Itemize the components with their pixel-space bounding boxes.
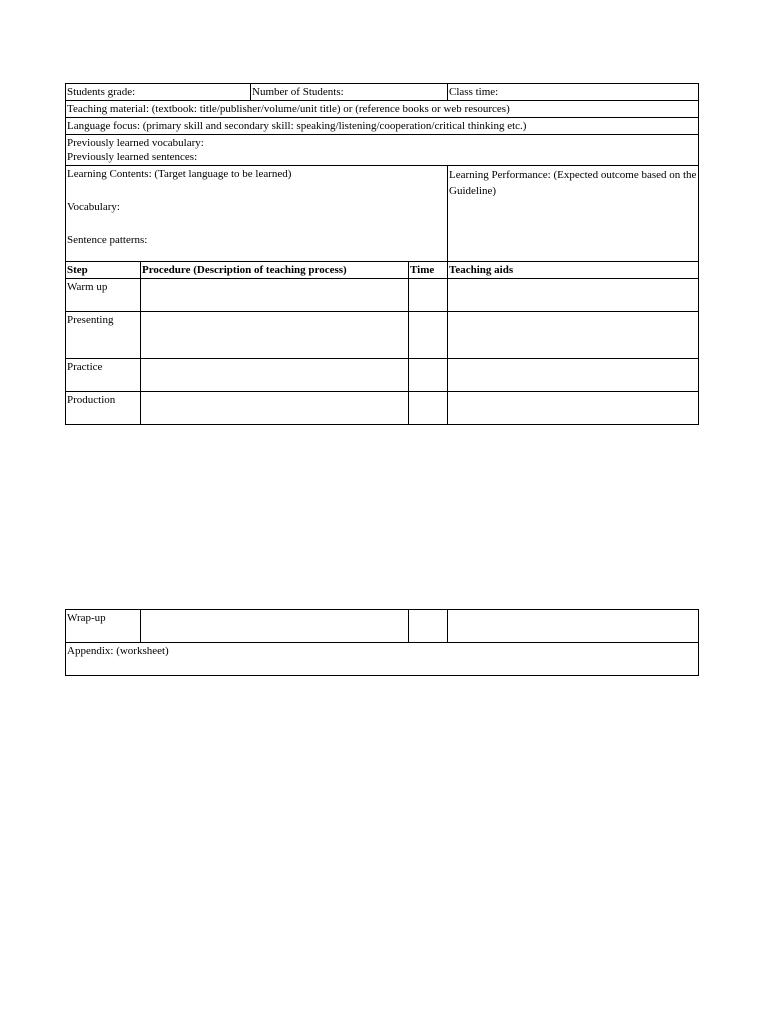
production-procedure-cell[interactable] (141, 392, 409, 425)
header-row (66, 84, 699, 101)
step-row-production (66, 392, 699, 425)
learning-contents-row (66, 166, 699, 262)
practice-aids-cell[interactable] (448, 359, 699, 392)
wrap-up-time-cell[interactable] (409, 610, 448, 643)
teaching-material-cell[interactable]: Teaching material: (textbook: title/publisher/volume/unit title) or (reference books or web resources) (66, 101, 699, 118)
step-row-practice (66, 359, 699, 392)
appendix-cell[interactable]: Appendix: (worksheet) (66, 643, 699, 676)
lesson-plan-continuation-table (65, 609, 699, 676)
learning-contents-title: Learning Contents: (Target language to be learned) (67, 168, 292, 180)
practice-time-cell[interactable] (409, 359, 448, 392)
step-row-presenting (66, 312, 699, 359)
procedure-header: Procedure (Description of teaching process) (141, 262, 409, 279)
column-header-row (66, 262, 699, 279)
learning-performance-cell[interactable]: Learning Performance: (Expected outcome based on the Guideline) (448, 166, 699, 262)
production-time-cell[interactable] (409, 392, 448, 425)
time-header: Time (409, 262, 448, 279)
students-grade-cell[interactable]: Students grade: (66, 84, 251, 101)
warm-up-aids-cell[interactable] (448, 279, 699, 312)
warm-up-procedure-cell[interactable] (141, 279, 409, 312)
presenting-time-cell[interactable] (409, 312, 448, 359)
presenting-procedure-cell[interactable] (141, 312, 409, 359)
previous-sentences-label: Previously learned sentences: (67, 151, 198, 163)
previous-learning-row (66, 135, 699, 166)
language-focus-cell[interactable]: Language focus: (primary skill and secondary skill: speaking/listening/cooperation/critical thinking etc.) (66, 118, 699, 135)
step-production-label: Production (66, 392, 141, 425)
previous-learning-cell[interactable] (66, 135, 699, 166)
appendix-row (66, 643, 699, 676)
presenting-aids-cell[interactable] (448, 312, 699, 359)
class-time-cell[interactable]: Class time: (448, 84, 699, 101)
practice-procedure-cell[interactable] (141, 359, 409, 392)
step-warm-up-label: Warm up (66, 279, 141, 312)
step-wrap-up-label: Wrap-up (66, 610, 141, 643)
number-of-students-cell[interactable]: Number of Students: (251, 84, 448, 101)
step-practice-label: Practice (66, 359, 141, 392)
sentence-patterns-label: Sentence patterns: (67, 234, 148, 246)
vocabulary-label: Vocabulary: (67, 201, 120, 213)
previous-vocabulary-label: Previously learned vocabulary: (67, 137, 204, 149)
teaching-aids-header: Teaching aids (448, 262, 699, 279)
step-presenting-label: Presenting (66, 312, 141, 359)
lesson-plan-table (65, 83, 699, 425)
step-header: Step (66, 262, 141, 279)
language-focus-row (66, 118, 699, 135)
warm-up-time-cell[interactable] (409, 279, 448, 312)
step-row-wrap-up (66, 610, 699, 643)
wrap-up-aids-cell[interactable] (448, 610, 699, 643)
learning-contents-cell[interactable] (66, 166, 448, 262)
production-aids-cell[interactable] (448, 392, 699, 425)
wrap-up-procedure-cell[interactable] (141, 610, 409, 643)
step-row-warm-up (66, 279, 699, 312)
teaching-material-row (66, 101, 699, 118)
